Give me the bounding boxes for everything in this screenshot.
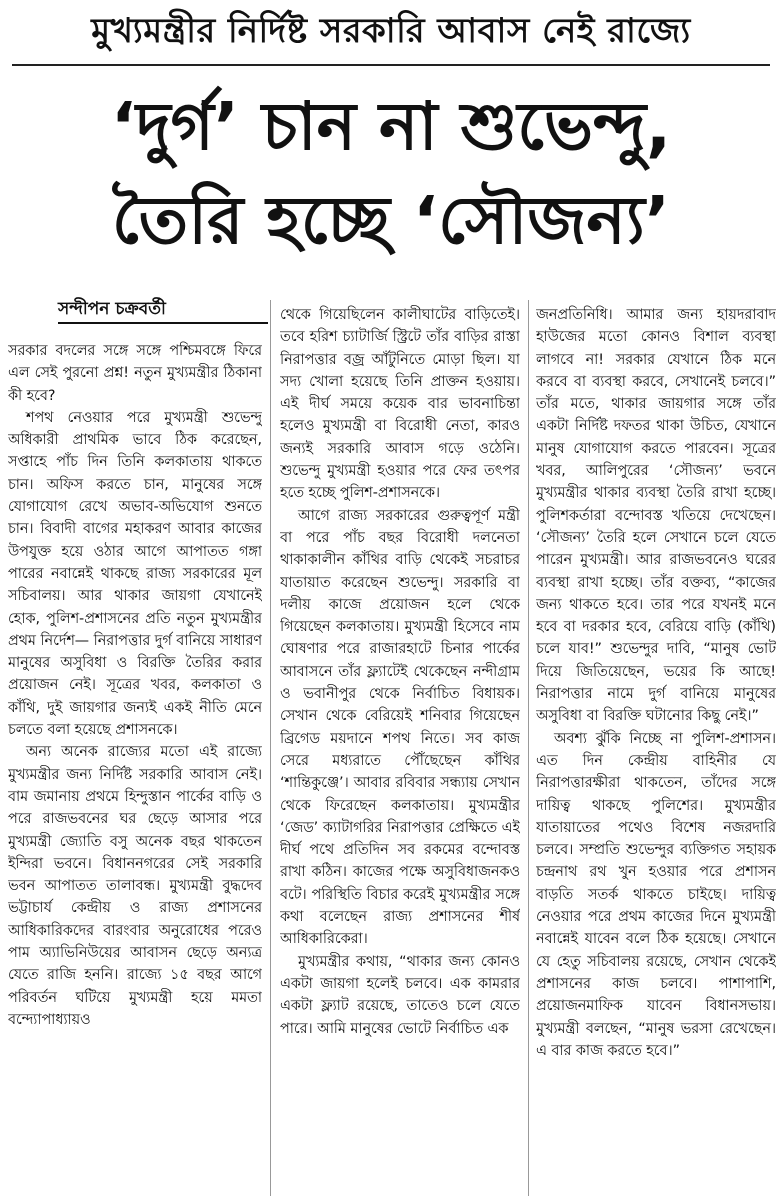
paragraph: অবশ্য ঝুঁকি নিচ্ছে না পুলিশ-প্রশাসন। এত দিন কেন্দ্রীয় বাহিনীর যে নিরাপত্তারক্ষীরা থাকতেন, তাঁদের সঙ্গে দায়িত্ব থাকছে পুলিশের। মুখ্যমন্ত্রীর যাতায়াতের পথেও বিশেষ নজরদারি চলবে। সম্প্রতি শুভেন্দুর ব্যক্তিগত সহায়ক চন্দ্রনাথ রথ খুন হওয়ার পরে প্রশাসন বাড়তি সতর্ক থাকতে চাইছে। দায়িত্ব নেওয়ার পরে প্রথম কাজের দিনে মুখ্যমন্ত্রী নবান্নেই যাবেন বলে ঠিক হয়েছে। সেখানে যে হেতু সচিবালয় রয়েছে, সেখান থেকেই প্রশাসনের কাজ চলবে। পাশাপাশি, প্রয়োজনমাফিক যাবেন বিধানসভায়। মুখ্যমন্ত্রী বলছেন, “মানুষ ভরসা রেখেছেন। এ বার কাজ করতে হবে।” — [536, 730, 776, 1059]
paragraph: জনপ্রতিনিধি। আমার জন্য হায়দরাবাদ হাউজের মতো কোনও বিশাল ব্যবস্থা লাগবে না! সরকার যেখানে ঠিক মনে করবে বা ব্যবস্থা করবে, সেখানেই চলবে।” তাঁর মতে, থাকার জায়গার সঙ্গে তাঁর একটা নির্দিষ্ট দফতর থাকা উচিত, যেখানে মানুষ যোগাযোগ করতে পারবেন। সূত্রের খবর, আলিপুরের ‘সৌজন্য’ ভবনে মুখ্যমন্ত্রীর থাকার ব্যবস্থা তৈরি রাখা হচ্ছে। পুলিশকর্তারা বন্দোবস্ত খতিয়ে দেখেছেন। ‘সৌজন্য’ তৈরি হলে সেখানে চলে যেতে পারেন মুখ্যমন্ত্রী। আর রাজভবনেও ঘরের ব্যবস্থা রাখা হচ্ছে। তাঁর বক্তব্য, “কাজের জন্য থাকতে হবে। তার পরে যখনই মনে হবে বা দরকার হবে, বেরিয়ে বাড়ি (কাঁথি) চলে যাব!” শুভেন্দুর দাবি, “মানুষ ভোট দিয়ে জিতিয়েছেন, ভয়ের কি আছে! নিরাপত্তার নামে দুর্গ বানিয়ে মানুষের অসুবিধা বা বিরক্তি ঘটানোর কিছু নেই।” — [536, 307, 776, 725]
byline: সন্দীপন চক্রবর্তী — [58, 299, 166, 319]
article-column-2 — [280, 304, 520, 1196]
paragraph: থেকে গিয়েছিলেন কালীঘাটের বাড়িতেই। তবে হরিশ চ্যাটার্জি স্ট্রিটে তাঁর বাড়ির রাস্তা নিরাপত্তার বজ্র আঁটুনিতে মোড়া ছিল। যা সদ্য খোলা হয়েছে তিনি প্রাক্তন হওয়ায়। এই দীর্ঘ সময়ে কয়েক বার ভাবনাচিন্তা হলেও মুখ্যমন্ত্রী বা বিরোধী নেতা, কারও জন্যই সরকারি আবাস গড়ে ওঠেনি। শুভেন্দু মুখ্যমন্ত্রী হওয়ার পরে ফের তৎপর হতে হচ্ছে পুলিশ-প্রশাসনকে। — [280, 307, 520, 502]
kicker-headline: মুখ্যমন্ত্রীর নির্দিষ্ট সরকারি আবাস নেই রাজ্যে — [91, 11, 691, 51]
byline-rule — [58, 322, 268, 324]
kicker-rule — [12, 64, 770, 66]
article-column-1 — [8, 340, 262, 1196]
paragraph: শপথ নেওয়ার পরে মুখ্যমন্ত্রী শুভেন্দু অধিকারী প্রাথমিক ভাবে ঠিক করেছেন, সপ্তাহে পাঁচ দিন তিনি কলকাতায় থাকতে চান। অফিস করতে চান, মানুষের সঙ্গে যোগাযোগ রেখে অভাব-অভিযোগ শুনতে চান। বিবাদী বাগের মহাকরণ আবার কাজের উপযুক্ত হয়ে ওঠার আগে আপাতত গঙ্গা পারের নবান্নেই থাকছে রাজ্য সরকারের মূল সচিবালয়। আর থাকার জায়গা যেখানেই হোক, পুলিশ-প্রশাসনের প্রতি নতুন মুখ্যমন্ত্রীর প্রথম নির্দেশ— নিরাপত্তার দুর্গ বানিয়ে সাধারণ মানুষের অসুবিধা ও বিরক্তি তৈরির করার প্রয়োজন নেই। সূত্রের খবর, কলকাতা ও কাঁথি, দুই জায়গার জন্যই একই নীতি মেনে চলতে বলা হয়েছে প্রশাসনকে। — [8, 409, 262, 739]
paragraph: মুখ্যমন্ত্রীর কথায়, “থাকার জন্য কোনও একটা জায়গা হলেই চলবে। এক কামরার একটা ফ্ল্যাট রয়েছে, তাতেও চলে যেতে পারে। আমি মানুষের ভোটে নির্বাচিত এক — [280, 953, 520, 1037]
headline-line-1: ‘দুর্গ’ চান না শুভেন্দু, — [110, 88, 672, 165]
article-column-3 — [536, 304, 776, 1196]
headline-line-2: তৈরি হচ্ছে ‘সৌজন্য’ — [111, 182, 670, 259]
paragraph: অন্য অনেক রাজ্যের মতো এই রাজ্যে মুখ্যমন্ত্রীর জন্য নির্দিষ্ট সরকারি আবাস নেই। বাম জমানায় প্রথমে হিন্দুস্তান পার্কের বাড়ি ও পরে রাজভবনের ঘর ছেড়ে আসার পরে মুখ্যমন্ত্রী জ্যোতি বসু অনেক বছর থাকতেন ইন্দিরা ভবনে। বিধাননগরের সেই সরকারি ভবন আপাতত তালাবন্ধ। মুখ্যমন্ত্রী বুদ্ধদেব ভট্টাচার্য কেন্দ্রীয় ও রাজ্য প্রশাসনের আধিকারিকদের বারংবার অনুরোধের পরেও পাম অ্যাভিনিউয়ের আবাসন ছেড়ে অন্যত্র যেতে রাজি হননি। রাজ্যে ১৫ বছর আগে পরিবর্তন ঘটিয়ে মুখ্যমন্ত্রী হয়ে মমতা বন্দ্যোপাধ্যায়ও — [8, 744, 262, 1028]
column-divider — [270, 300, 271, 1196]
paragraph: সরকার বদলের সঙ্গে সঙ্গে পশ্চিমবঙ্গে ফিরে এল সেই পুরনো প্রশ্ন! নতুন মুখ্যমন্ত্রীর ঠিকানা কী হবে? — [8, 343, 262, 404]
paragraph: আগে রাজ্য সরকারের গুরুত্বপূর্ণ মন্ত্রী বা পরে পাঁচ বছর বিরোধী দলনেতা থাকাকালীন কাঁথির বাড়ি থেকেই সচরাচর যাতায়াত করেছেন শুভেন্দু। সরকারি বা দলীয় কাজে প্রয়োজন হলে থেকে গিয়েছেন কলকাতায়। মুখ্যমন্ত্রী হিসেবে নাম ঘোষণার পরে রাজারহাটে চিনার পার্কের আবাসনে তাঁর ফ্ল্যাটেই থেকেছেন নন্দীগ্রাম ও ভবানীপুর থেকে নির্বাচিত বিধায়ক। সেখান থেকে বেরিয়েই শনিবার গিয়েছেন ব্রিগেড ময়দানে শপথ নিতে। সব কাজ সেরে মধ্যরাতে পৌঁছেছেন কাঁথির ‘শান্তিকুঞ্জে’। আবার রবিবার সন্ধ্যায় সেখান থেকে ফিরেছেন কলকাতায়। মুখ্যমন্ত্রীর ‘জেড’ ক্যাটাগরির নিরাপত্তার প্রেক্ষিতে এই দীর্ঘ পথে প্রতিদিন সব রকমের বন্দোবস্ত রাখা কঠিন। কাজের পক্ষে অসুবিধাজনকও বটে। পরিস্থিতি বিচার করেই মুখ্যমন্ত্রীর সঙ্গে কথা বলেছেন রাজ্য প্রশাসনের শীর্ষ আধিকারিকেরা। — [280, 507, 520, 948]
column-divider — [528, 300, 529, 1196]
